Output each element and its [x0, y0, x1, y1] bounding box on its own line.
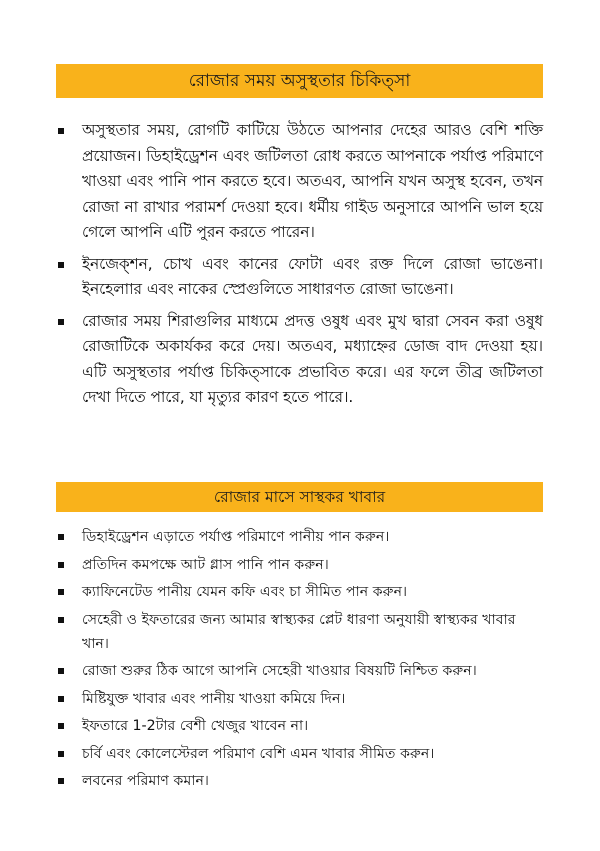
- bullet-icon: [58, 534, 64, 540]
- bullet-icon: [58, 696, 64, 702]
- list-item-text: সেহেরী ও ইফতারের জন্য আমার স্বাস্থ্যকর প্লেট ধারণা অনুযায়ী স্বাস্থ্যকর খাবার খান।: [82, 611, 516, 652]
- bullet-icon: [58, 723, 64, 729]
- list-item-text: লবনের পরিমাণ কমান।: [82, 773, 209, 789]
- bullet-icon: [58, 778, 64, 784]
- healthy-food-list: [56, 525, 543, 797]
- list-item-text: অসুস্থতার সময়, রোগটি কাটিয়ে উঠতে আপনার দেহের আরও বেশি শক্তি প্রয়োজন। ডিহাইড্রেশন এবং জটিলতা রোধ করতে আপনাকে পর্যাপ্ত পরিমাণে খাওয়া এবং পানি পান করতে হবে। অতএব, আপনি যখন অসুস্থ হবেন, তখন রোজা না রাখার পরামর্শ দেওয়া হবে। ধর্মীয় গাইড অনুসারে আপনি ভাল হয়ে গেলে আপনি এটি পুরন করতে পারেন।: [82, 121, 543, 241]
- list-item-text: ডিহাইড্রেশন এড়াতে পর্যাপ্ত পরিমাণে পানীয় পান করুন।: [82, 529, 390, 545]
- list-item-text: চর্বি এবং কোলেস্টেরল পরিমাণ বেশি এমন খাবার সীমিত করুন।: [82, 745, 435, 762]
- list-item-text: ইফতারে 1-2টার বেশী খেজুর খাবেন না।: [82, 718, 309, 734]
- bullet-icon: [58, 128, 64, 134]
- list-item: [56, 580, 543, 604]
- bullet-icon: [58, 617, 64, 623]
- list-item-text: প্রতিদিন কমপক্ষে আট গ্লাস পানি পান করুন।: [82, 556, 329, 573]
- list-item: [56, 118, 543, 246]
- bullet-icon: [58, 668, 64, 674]
- bullet-icon: [58, 262, 64, 268]
- treatment-list: [56, 118, 543, 417]
- list-item: [56, 659, 543, 683]
- list-item-text: ইনজেক্শন, চোখ এবং কানের ফোটা এবং রক্ত দিলে রোজা ভাঙেনা। ইনহেলাার এবং নাকের স্প্রেগুলিতে সাধারণত রোজা ভাঙেনা।: [82, 254, 543, 298]
- list-item-text: ক্যাফিনেটেড পানীয় যেমন কফি এবং চা সীমিত পান করুন।: [82, 584, 408, 600]
- list-item: [56, 687, 543, 711]
- list-item-text: রোজার সময় শিরাগুলির মাধ্যমে প্রদত্ত ওষুধ এবং মুখ দ্বারা সেবন করা ওষুধ রোজাটিকে অকার্যকর করে দেয়। অতএব, মধ্যাহ্নের ডোজ বাদ দেওয়া হয়। এটি অসুস্থতার পর্যাপ্ত চিকিত্সাকে প্রভাবিত করে। এর ফলে তীব্র জটিলতা দেখা দিতে পারে, যা মৃত্যুর কারণ হতে পারে।.: [82, 311, 543, 406]
- bullet-icon: [58, 589, 64, 595]
- list-item: [56, 525, 543, 549]
- list-item: [56, 608, 543, 656]
- bullet-icon: [58, 751, 64, 757]
- bullet-icon: [58, 319, 64, 325]
- list-item: [56, 769, 543, 793]
- list-item: [56, 252, 543, 303]
- bullet-icon: [58, 562, 64, 568]
- list-item: [56, 742, 543, 766]
- list-item: [56, 309, 543, 411]
- list-item: [56, 553, 543, 577]
- section-title-treatment: রোজার সময় অসুস্থতার চিকিত্সা: [56, 64, 543, 98]
- list-item-text: রোজা শুরুর ঠিক আগে আপনি সেহেরী খাওয়ার বিষয়টি নিশ্চিত করুন।: [82, 663, 477, 679]
- section-title-healthy-food: রোজার মাসে সাস্থকর খাবার: [56, 482, 543, 512]
- list-item-text: মিষ্টিযুক্ত খাবার এবং পানীয় খাওয়া কমিয়ে দিন।: [82, 690, 346, 707]
- list-item: [56, 714, 543, 738]
